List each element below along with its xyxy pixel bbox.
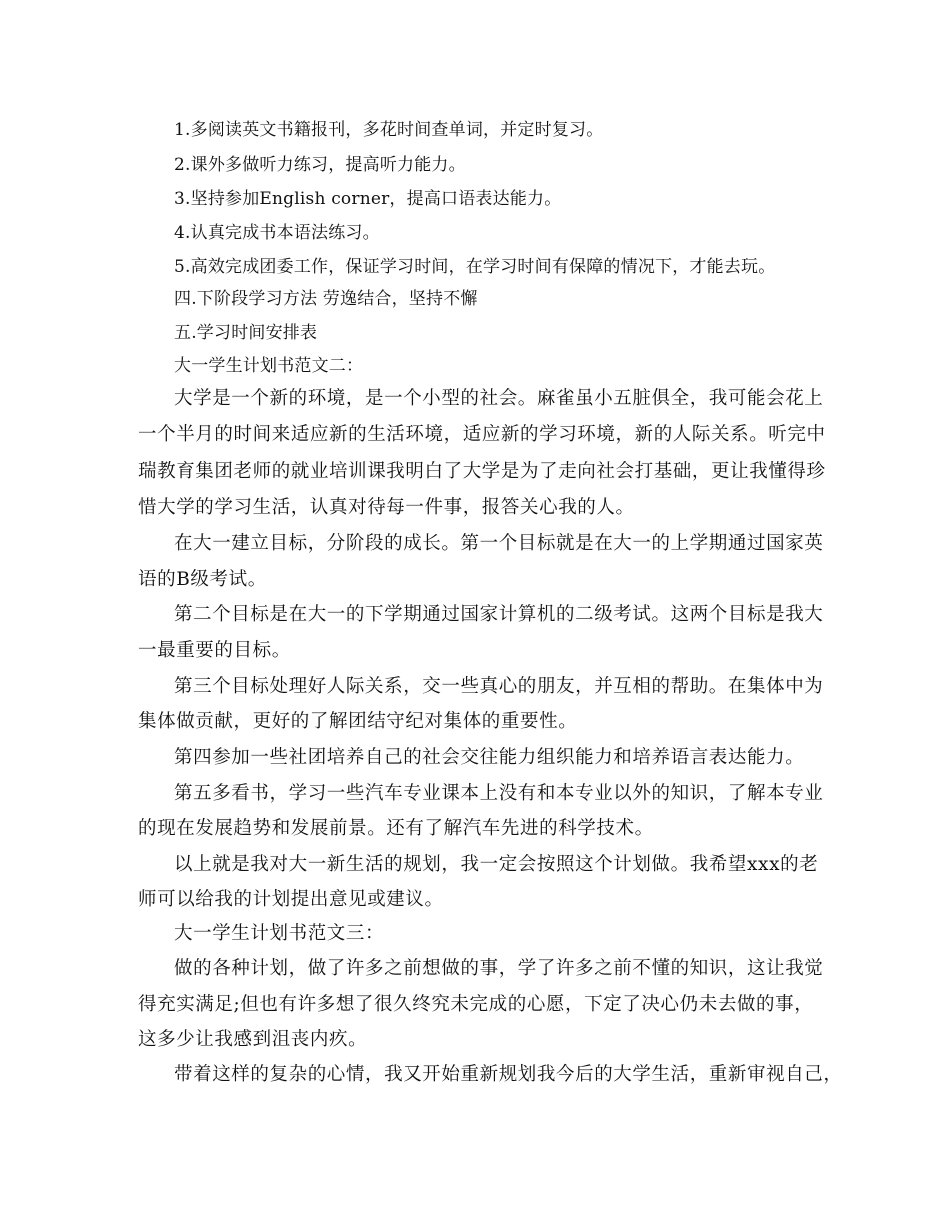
subtitle-example-3: 大一学生计划书范文三： [174, 923, 385, 944]
paragraph-line: 做的各种计划，做了许多之前想做的事，学了许多之前不懂的知识，这让我觉 [174, 958, 824, 979]
paragraph-line: 这多少让我感到沮丧内疚。 [138, 1029, 368, 1050]
section-heading-4: 四.下阶段学习方法 劳逸结合，坚持不懈 [174, 289, 478, 309]
paragraph-line: 第五多看书，学习一些汽车专业课本上没有和本专业以外的知识，了解本专业 [174, 783, 824, 804]
paragraph-line: 惜大学的学习生活，认真对待每一件事，报答关心我的人。 [138, 497, 635, 518]
paragraph-line: 第二个目标是在大一的下学期通过国家计算机的二级考试。这两个目标是我大 [174, 604, 824, 625]
list-item-3: 3.坚持参加English corner，提高口语表达能力。 [174, 189, 562, 209]
subtitle-example-2: 大一学生计划书范文二： [174, 356, 364, 376]
list-item-4: 4.认真完成书本语法练习。 [174, 223, 380, 243]
paragraph-line: 师可以给我的计划提出意见或建议。 [138, 889, 444, 910]
paragraph-line: 的现在发展趋势和发展前景。还有了解汽车先进的科学技术。 [138, 818, 654, 839]
list-item-1: 1.多阅读英文书籍报刊，多花时间查单词，并定时复习。 [174, 120, 604, 140]
paragraph-line: 一最重要的目标。 [138, 640, 291, 661]
paragraph-line: 大学是一个新的环境，是一个小型的社会。麻雀虽小五脏俱全，我可能会花上 [174, 388, 824, 409]
paragraph-line: 以上就是我对大一新生活的规划，我一定会按照这个计划做。我希望xxx的老 [174, 854, 819, 875]
paragraph-line: 瑞教育集团老师的就业培训课我明白了大学是为了走向社会打基础，更让我懂得珍 [138, 461, 826, 482]
paragraph-line: 带着这样的复杂的心情，我又开始重新规划我今后的大学生活，重新审视自己， [174, 1064, 843, 1085]
paragraph-line: 得充实满足;但也有许多想了很久终究未完成的心愿，下定了决心仍未去做的事， [138, 994, 814, 1015]
list-item-5: 5.高效完成团委工作，保证学习时间，在学习时间有保障的情况下，才能去玩。 [174, 257, 776, 277]
list-item-2: 2.课外多做听力练习，提高听力能力。 [174, 155, 466, 175]
paragraph-line: 第三个目标处理好人际关系，交一些真心的朋友，并互相的帮助。在集体中为 [174, 676, 824, 697]
paragraph-line: 语的B级考试。 [138, 569, 267, 590]
paragraph-line: 在大一建立目标，分阶段的成长。第一个目标就是在大一的上学期通过国家英 [174, 533, 824, 554]
paragraph-line: 一个半月的时间来适应新的生活环境，适应新的学习环境，新的人际关系。听完中 [138, 424, 826, 445]
section-heading-5: 五.学习时间安排表 [174, 323, 318, 343]
paragraph-line: 集体做贡献，更好的了解团结守纪对集体的重要性。 [138, 711, 578, 732]
paragraph-line: 第四参加一些社团培养自己的社会交往能力组织能力和培养语言表达能力。 [174, 747, 805, 768]
